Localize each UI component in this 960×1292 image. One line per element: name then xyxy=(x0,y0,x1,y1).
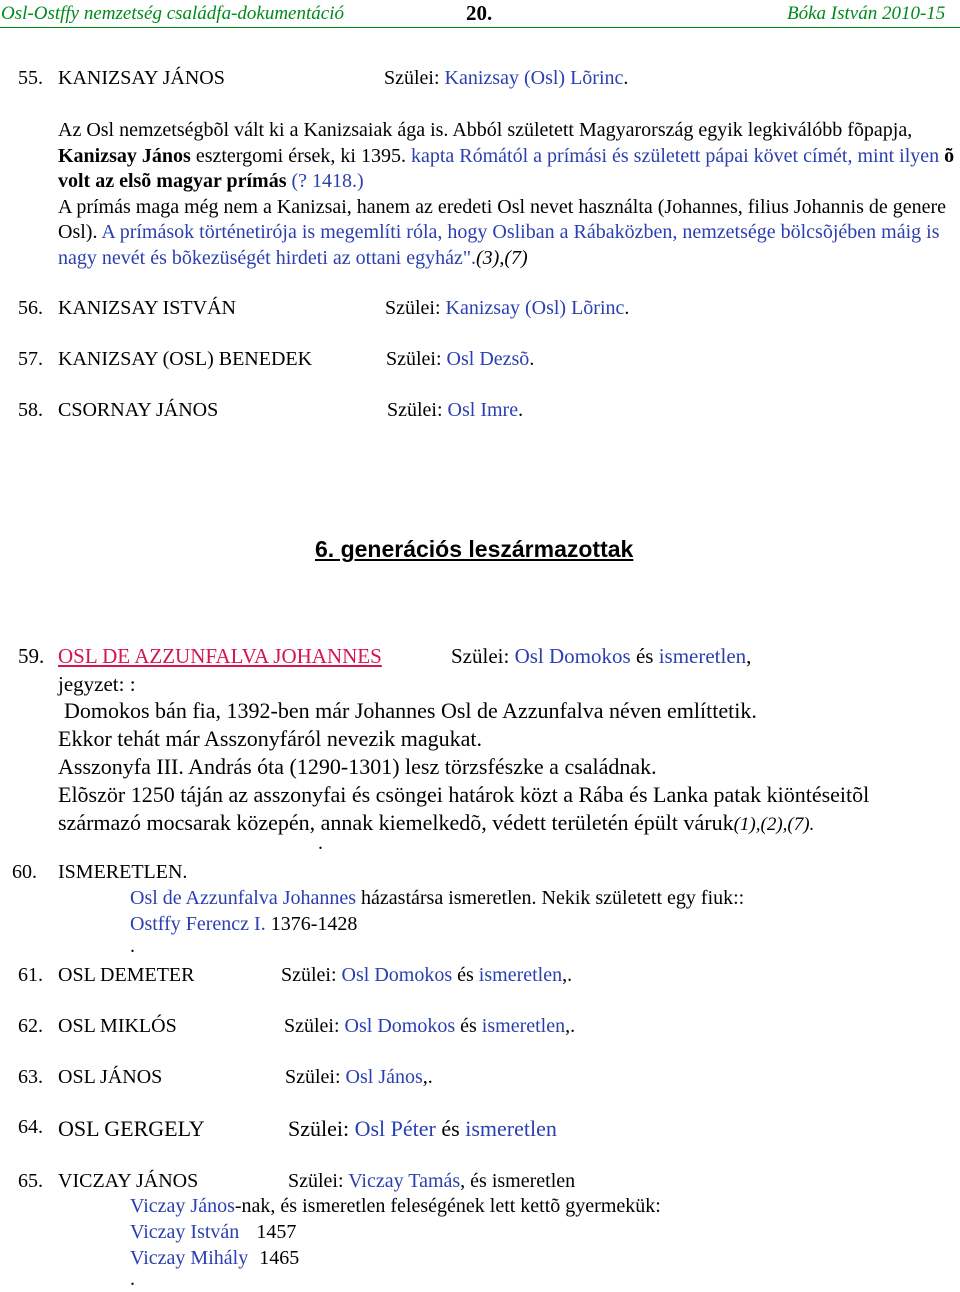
entry-parents xyxy=(451,644,751,669)
child-link[interactable]: Ostffy Ferencz I. xyxy=(130,913,266,935)
period: . xyxy=(518,399,524,421)
entry-parents xyxy=(387,399,523,422)
highlight-text: A prímások történetirója is megemlíti róla, hogy Osliban a Rábaközben, nemzetsége bölcsõjében máig is nagy nevét és bõkezüségét hirdeti az ottani egyház". xyxy=(58,221,940,269)
mother-link[interactable]: ismeretlen xyxy=(481,1015,566,1037)
punctuation: ,. xyxy=(422,1066,433,1088)
entry-name: OSL MIKLÓS xyxy=(58,1015,177,1037)
text: , és ismeretlen xyxy=(460,1170,576,1192)
parents-label: Szülei: xyxy=(284,1015,340,1037)
entry-number: 62. xyxy=(18,1015,43,1037)
father-link[interactable]: Osl János xyxy=(345,1066,423,1088)
parents-label: Szülei: xyxy=(288,1116,350,1141)
entry-number: 56. xyxy=(18,297,43,319)
parents-label: Szülei: xyxy=(385,297,441,319)
parents-label: Szülei: xyxy=(387,399,443,421)
entry-number: 61. xyxy=(18,964,43,986)
entry-parents xyxy=(281,964,572,987)
section-heading: 6. generációs leszármazottak xyxy=(315,536,634,562)
primate-bold: õ volt az elsõ magyar prímás xyxy=(58,144,955,192)
header-page-number: 20. xyxy=(466,1,493,25)
punctuation: ,. xyxy=(565,1015,576,1037)
note-line: Domokos bán fia, 1392-ben már Johannes Osl de Azzunfalva néven említtetik. xyxy=(64,698,757,723)
text: házastársa ismeretlen. Nekik született egy fiuk:: xyxy=(361,887,745,909)
father-link[interactable]: Osl Domokos xyxy=(514,644,631,668)
note-line xyxy=(58,810,814,836)
entry-name: VICZAY JÁNOS xyxy=(58,1170,199,1192)
parents-label: Szülei: xyxy=(451,644,510,668)
entry-name: KANIZSAY JÁNOS xyxy=(58,67,225,89)
header-doc-title: Osl-Ostffy nemzetség családfa-dokumentáció xyxy=(1,3,344,24)
entry-parents xyxy=(384,67,628,90)
entry-name: OSL GERGELY xyxy=(58,1116,205,1141)
highlight-text: kapta Rómától a prímási és született pápai követ címét, mint ilyen xyxy=(410,144,940,167)
parents-label: Szülei: xyxy=(386,348,442,370)
period: . xyxy=(529,348,535,370)
entry-number: 64. xyxy=(18,1116,43,1138)
entry-number: 63. xyxy=(18,1066,43,1088)
trailing-dot: . xyxy=(130,1268,135,1290)
comma: , xyxy=(746,644,752,668)
parent-link[interactable]: Kanizsay (Osl) Lõrinc xyxy=(445,297,625,319)
parents-label: Szülei: xyxy=(384,67,440,89)
person-bold: Kanizsay János xyxy=(58,144,191,167)
conjunction: és xyxy=(441,1116,460,1141)
child-link[interactable]: Viczay István xyxy=(130,1221,240,1243)
entry-parents xyxy=(386,348,534,371)
entry-number: 58. xyxy=(18,399,43,421)
entry-parents xyxy=(284,1015,575,1038)
note-line: Asszonyfa III. András óta (1290-1301) lesz törzsfészke a családnak. xyxy=(58,754,657,779)
text: esztergomi érsek, ki 1395. xyxy=(195,144,406,167)
father-link[interactable]: Osl Domokos xyxy=(341,964,453,986)
text: Az Osl nemzetségbõl vált ki a Kanizsaiak ága is. Abból született Magyarország egyik legkiválóbb fõpapja, xyxy=(58,119,913,141)
entry-parents xyxy=(285,1066,433,1089)
entry-name: KANIZSAY (OSL) BENEDEK xyxy=(58,348,313,370)
text: -nak, és ismeretlen feleségének lett kettõ gyermekük: xyxy=(234,1195,661,1217)
conjunction: és xyxy=(635,644,654,668)
note-label: jegyzet: : xyxy=(58,672,136,696)
children-intro xyxy=(130,1195,661,1218)
note-text: származó mocsarak közepén, annak kiemelkedõ, védett területén épült váruk xyxy=(58,810,734,835)
parent-link[interactable]: Osl Imre xyxy=(447,399,519,421)
child-line xyxy=(130,1221,296,1244)
father-link[interactable]: Osl Péter xyxy=(354,1116,436,1141)
trailing-dot: . xyxy=(130,935,135,957)
reference: (3),(7) xyxy=(476,246,528,269)
child-years: 1376-1428 xyxy=(270,913,358,935)
entry-number: 65. xyxy=(18,1170,43,1192)
child-line xyxy=(130,1247,299,1270)
parent-link[interactable]: Osl Dezsõ xyxy=(446,348,530,370)
note-line: Ekkor tehát már Asszonyfáról nevezik magukat. xyxy=(58,726,482,751)
entry-number: 55. xyxy=(18,67,43,89)
entry-name: CSORNAY JÁNOS xyxy=(58,399,219,421)
entry-name: KANIZSAY ISTVÁN xyxy=(58,297,236,319)
punctuation: ,. xyxy=(562,964,573,986)
child-link[interactable]: Viczay Mihály xyxy=(130,1247,249,1269)
conjunction: és xyxy=(460,1015,477,1037)
entry-parents xyxy=(288,1170,575,1193)
mother-link[interactable]: ismeretlen xyxy=(465,1116,557,1141)
entry-name: ISMERETLEN. xyxy=(58,861,188,883)
father-link[interactable]: Viczay Tamás xyxy=(348,1170,461,1192)
entry-parents xyxy=(385,297,629,320)
text: A prímás maga még nem a Kanizsai, hanem az eredeti Osl nevet használta (Johannes, filius Johannis de genere Osl). xyxy=(58,195,947,243)
entry-number: 57. xyxy=(18,348,43,370)
child-year: 1457 xyxy=(256,1221,297,1243)
entry-number: 60. xyxy=(12,861,37,883)
parents-label: Szülei: xyxy=(285,1066,341,1088)
parents-label: Szülei: xyxy=(288,1170,344,1192)
parents-label: Szülei: xyxy=(281,964,337,986)
entry-number: 59. xyxy=(18,644,45,668)
spouse-line xyxy=(130,887,744,910)
entry-name: OSL DEMETER xyxy=(58,964,195,986)
highlight-text: (? 1418.) xyxy=(291,170,364,192)
person-link[interactable]: Viczay János xyxy=(130,1195,235,1217)
entry-name: OSL JÁNOS xyxy=(58,1066,163,1088)
header-author-date: Bóka István 2010-15 xyxy=(787,3,946,24)
conjunction: és xyxy=(457,964,474,986)
period: . xyxy=(624,297,630,319)
spouse-link[interactable]: Osl de Azzunfalva Johannes xyxy=(130,887,357,909)
child-line xyxy=(130,913,357,936)
note-line: Elõször 1250 táján az asszonyfai és csöngei határok közt a Rába és Lanka patak kiöntéseitõl xyxy=(58,782,870,807)
mother-link[interactable]: ismeretlen xyxy=(478,964,563,986)
child-year: 1465 xyxy=(259,1247,300,1269)
entry-name-link[interactable]: OSL DE AZZUNFALVA JOHANNES xyxy=(58,644,382,668)
trailing-dot: . xyxy=(318,832,323,854)
entry-description xyxy=(58,118,958,271)
reference: (1),(2),(7). xyxy=(733,814,815,835)
period: . xyxy=(623,67,629,89)
entry-parents xyxy=(288,1116,557,1142)
header-rule xyxy=(0,27,960,28)
parent-link[interactable]: Kanizsay (Osl) Lõrinc xyxy=(444,67,624,89)
mother-link[interactable]: ismeretlen xyxy=(658,644,747,668)
father-link[interactable]: Osl Domokos xyxy=(344,1015,456,1037)
